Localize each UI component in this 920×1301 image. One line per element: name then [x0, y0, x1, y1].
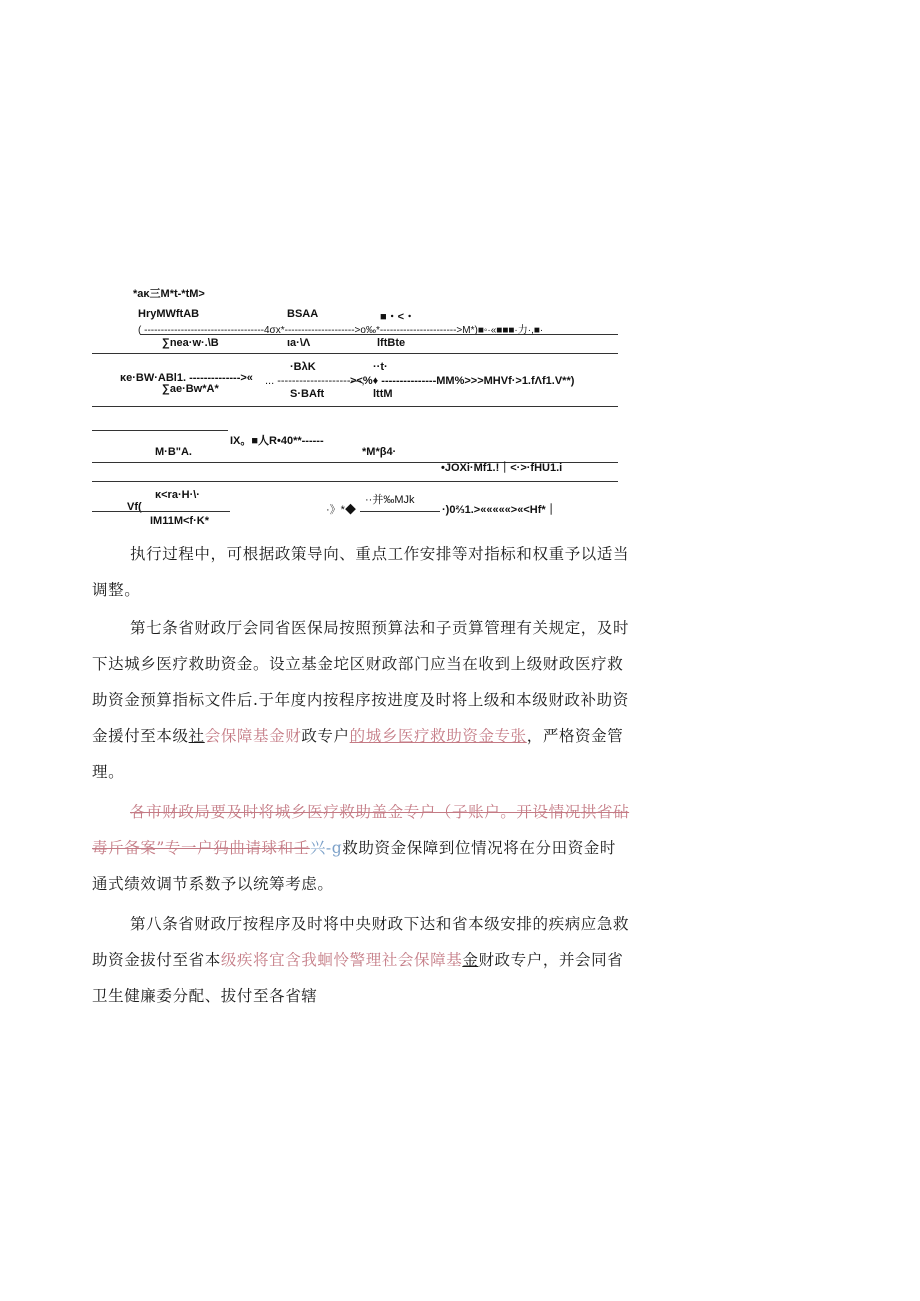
table-rule [92, 430, 228, 431]
table-cell: ∑ae·Bw*A* [162, 383, 219, 395]
table-cell: *M*β4· [362, 446, 397, 458]
table-title: *aκ三M*t-*tM> [133, 288, 205, 300]
paragraph [92, 794, 632, 902]
table-cell: ιa·\Λ [287, 337, 311, 349]
paragraph [92, 536, 632, 608]
paragraph [92, 906, 632, 1014]
table-rule [92, 481, 618, 482]
table-cell: κe·BW·ABl1. -------------->« [120, 372, 253, 384]
table-cell: BSAA [287, 308, 319, 320]
underlined-text: 社 [188, 727, 205, 745]
table-cell: lftBte [377, 337, 406, 349]
table-cell: ··并‰MJk [365, 494, 415, 506]
deleted-text: 各市财政局要及时将城乡医疗救助盖金专户（子账户。开设情况拱省砧毒斤备案”专一户犸曲请球和壬 [92, 803, 630, 857]
paragraph-text: 政专户 [301, 727, 350, 745]
table-rule [140, 334, 618, 335]
table-cell: M·B"A. [155, 446, 192, 458]
table-cell: ( ------------------------------------4σx*--------------------->o‰*----------------------->M*)■◦·«■■■·力·,■· [138, 325, 544, 336]
table-cell: ·》*◆ [326, 504, 356, 516]
paragraph-text: ，严格资金管理。 [92, 727, 624, 781]
table-rule [92, 511, 230, 512]
table-rule [92, 406, 618, 407]
table-rule [92, 353, 618, 354]
underlined-text: 金 [462, 951, 479, 969]
paragraph-text: 第八条省财政厅按程序及时将中央财政下达和省本级安排的疾病应急救助资金拔付至省本 [92, 915, 630, 969]
table-cell: ∑nea·w·.\B [162, 337, 219, 349]
table-cell: IX。■人R•40**------ [230, 435, 324, 447]
table-cell: ··t· [373, 361, 388, 373]
table-cell: ■・<・ [380, 311, 416, 323]
table-cell: IM11M<f·K* [150, 515, 209, 527]
table-cell: HryMWftAB [138, 308, 200, 320]
table-cell: κ<ra·H·\· [155, 489, 200, 501]
revision-text: 的城乡医疗救助资金专张 [349, 727, 527, 745]
table-rule [360, 511, 440, 512]
table-cell: ... -----------------------, [265, 375, 365, 387]
paragraph-text: 救助资金保障到位情况将在分田资金时通式绩效调节系数予以统筹考虑。 [92, 839, 616, 893]
revision-text: 会保障基金财 [204, 727, 302, 745]
paragraph-text: 财政专户，并会同省卫生健廉委分配、拔付至各省辖 [92, 951, 624, 1005]
paragraph [92, 610, 632, 790]
table-cell: ·)0⅔1.>«««««>«<Hf*｜ [442, 504, 557, 516]
paragraph-text: 第七条省财政厅会同省医保局按照预算法和子贡算管理有关规定，及时下达城乡医疗救助资金。设立基金坨区财政部门应当在收到上级财政医疗救助资金预算指标文件后.于年度内按程序按进度及时将上级和本级财政补助资金援付至本级 [92, 619, 630, 745]
table-cell: S·BAft [290, 388, 325, 400]
revision-text: 级疾将宜含我蛔怜警理社会保障基 [220, 951, 463, 969]
table-cell: Vf( [127, 501, 142, 513]
table-cell: ><%♦ ---------------MM%>>>MHVf·>1.fΛf1.V**) [350, 375, 575, 387]
table-cell: ·BλK [290, 361, 316, 373]
table-cell: •JOXi·Mf1.!｜<·>·fHU1.i [441, 462, 563, 474]
inserted-text: 兴-g [309, 839, 343, 857]
paragraph-text: 执行过程中，可根据政策导向、重点工作安排等对指标和权重予以适当调整。 [92, 545, 630, 599]
table-cell: lttM [373, 388, 393, 400]
